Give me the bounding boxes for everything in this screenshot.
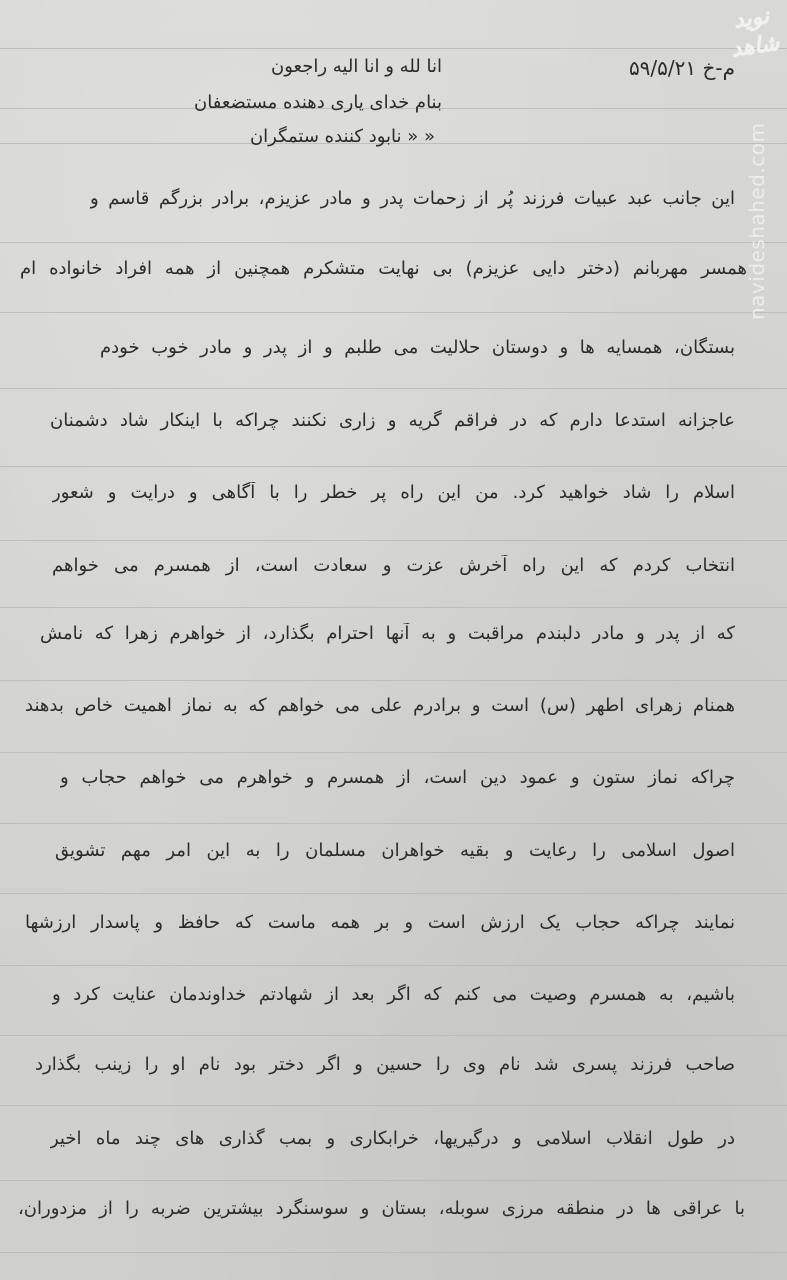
body-line-14: در طول انقلاب اسلامی و درگیریها، خرابکاری و بمب گذاری های چند ماه اخیر: [50, 1128, 735, 1149]
watermark-logo: نوید شاهد: [729, 2, 781, 63]
body-line-13: صاحب فرزند پسری شد نام وی را حسین و اگر دختر بود نام او را زینب بگذارد: [35, 1054, 735, 1075]
ruled-line: [0, 242, 787, 243]
body-line-10: اصول اسلامی را رعایت و بقیه خواهران مسلمان را به این امر مهم تشویق: [55, 840, 735, 861]
header-invocation-1: بنام خدای یاری دهنده مستضعفان: [194, 92, 442, 113]
body-line-12: باشیم، به همسرم وصیت می کنم که اگر بعد از شهادتم خداوندمان عنایت کرد و: [52, 984, 735, 1005]
header-invocation-2: « « نابود کننده ستمگران: [249, 126, 435, 147]
header-verse: انا لله و انا الیه راجعون: [271, 56, 442, 77]
ruled-line: [0, 752, 787, 753]
body-line-15: با عراقی ها در منطقه مرزی سوبله، بستان و سوسنگرد بیشترین ضربه را از مزدوران،: [18, 1198, 745, 1219]
ruled-line: [0, 48, 787, 49]
ruled-line: [0, 1035, 787, 1036]
body-line-9: چراکه نماز ستون و عمود دین است، از همسرم و خواهرم می خواهم حجاب و: [60, 767, 735, 788]
body-line-11: نمایند چراکه حجاب یک ارزش است و بر همه ماست که حافظ و پاسدار ارزشها: [25, 912, 735, 933]
body-line-4: عاجزانه استدعا دارم که در فراقم گریه و زاری نکنند چراکه با اینکار شاد دشمنان: [50, 410, 735, 431]
ruled-line: [0, 540, 787, 541]
ruled-line: [0, 312, 787, 313]
body-line-1: این جانب عبد عبیات فرزند پُر از زحمات پدر و مادر عزیزم، برادر بزرگم قاسم و: [90, 188, 735, 209]
ruled-line: [0, 607, 787, 608]
ruled-line: [0, 680, 787, 681]
watermark-url: navideshahed.com: [745, 122, 769, 320]
body-line-6: انتخاب کردم که این راه آخرش عزت و سعادت است، از همسرم می خواهم: [52, 555, 735, 576]
ruled-line: [0, 1180, 787, 1181]
body-line-5: اسلام را شاد خواهید کرد. من این راه پر خطر را با آگاهی و درایت و شعور: [52, 482, 735, 503]
ruled-line: [0, 893, 787, 894]
body-line-2: همسر مهربانم (دختر دایی عزیزم) بی نهایت متشکرم همچنین از همه افراد خانواده ام: [20, 258, 747, 279]
ruled-line: [0, 1105, 787, 1106]
ruled-line: [0, 1252, 787, 1253]
body-line-7: که از پدر و مادر دلبندم مراقبت و به آنها احترام بگذارد، از خواهرم زهرا که نامش: [40, 623, 735, 644]
ruled-line: [0, 466, 787, 467]
letter-date: م-خ ۵۹/۵/۲۱: [628, 56, 735, 80]
ruled-line: [0, 388, 787, 389]
ruled-line: [0, 965, 787, 966]
body-line-8: همنام زهرای اطهر (س) است و برادرم علی می خواهم که به نماز اهمیت خاص بدهند: [25, 695, 735, 716]
body-line-3: بستگان، همسایه ها و دوستان حلالیت می طلبم و از پدر و مادر خوب خودم: [100, 337, 735, 358]
ruled-line: [0, 823, 787, 824]
